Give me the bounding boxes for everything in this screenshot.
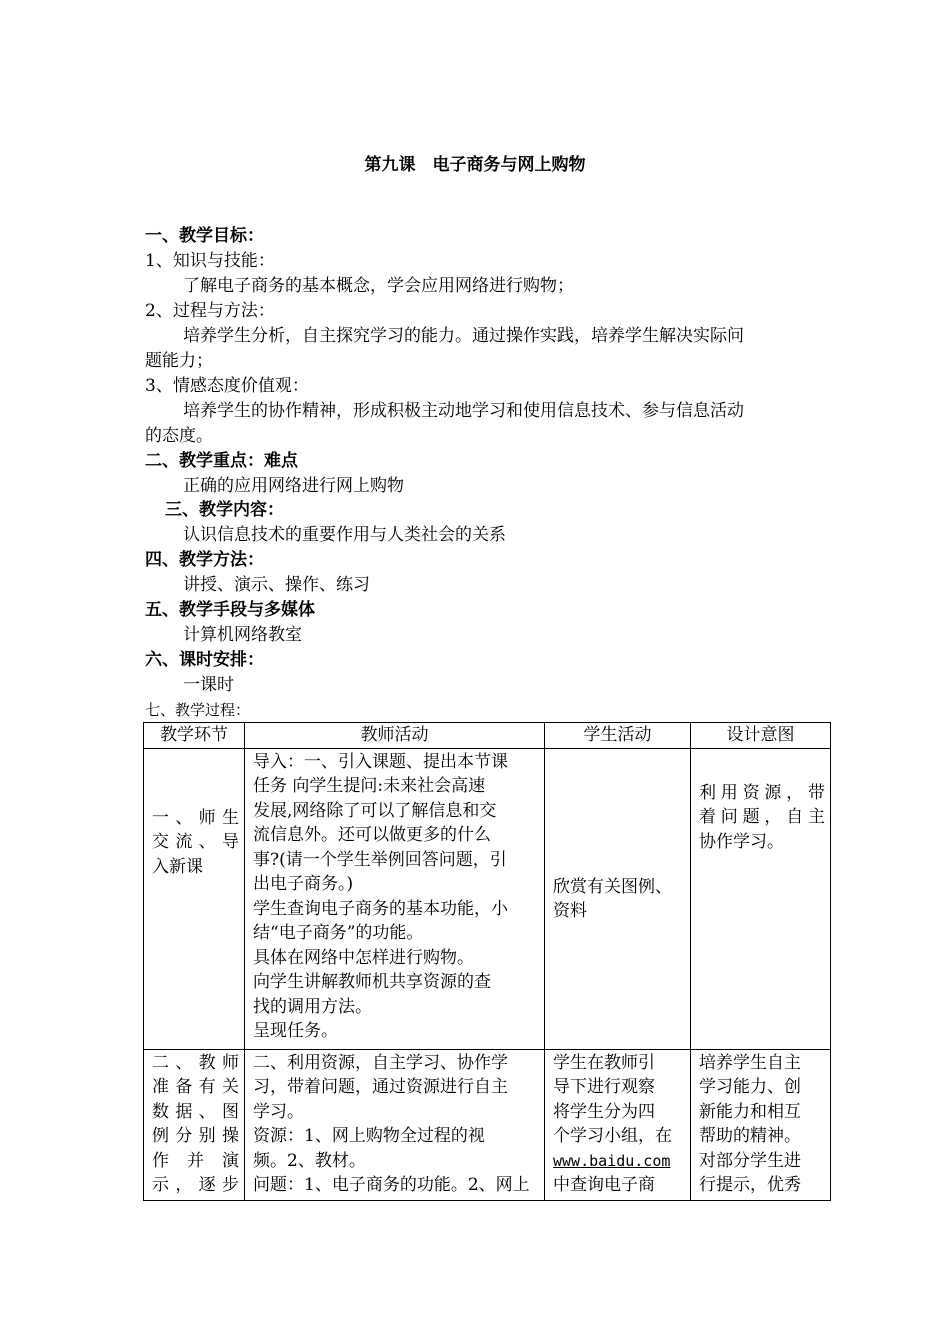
knowledge-skills-label: 1、知识与技能：	[145, 251, 275, 271]
key-points-text: 正确的应用网络进行网上购物	[183, 476, 404, 496]
row1-teacher-line: 任务 向学生提问:未来社会高速	[253, 776, 486, 796]
row2-stage-line: 例分别操	[152, 1126, 239, 1146]
lesson-title: 第九课 电子商务与网上购物	[364, 155, 586, 175]
row1-intent-line: 利用资源，带	[699, 782, 825, 803]
row1-stage-line: 一、师生	[152, 807, 239, 828]
row2-stage-cell	[144, 1049, 245, 1200]
row1-teacher-line: 向学生讲解教师机共享资源的查	[253, 972, 491, 992]
row1-teacher-line: 找的调用方法。	[253, 996, 372, 1017]
row2-intent-line: 新能力和相互	[699, 1101, 801, 1122]
media-text: 计算机网络教室	[183, 625, 302, 645]
row1-teacher-line: 呈现任务。	[253, 1021, 338, 1041]
header-student-activity: 学生活动	[545, 723, 691, 749]
row1-intent-line: 着问题，自主	[699, 807, 825, 827]
process-heading: 七、教学过程：	[145, 701, 251, 719]
row1-student-cell	[545, 748, 691, 1049]
row2-intent-line: 帮助的精神。	[699, 1126, 801, 1146]
row2-intent-line: 培养学生自主	[699, 1052, 801, 1073]
baidu-link[interactable]: www.baidu.com	[553, 1151, 671, 1170]
methods-text: 讲授、演示、操作、练习	[183, 575, 370, 595]
objectives-heading: 一、教学目标：	[145, 226, 264, 246]
row1-intent-line: 协作学习。	[699, 831, 784, 852]
process-method-text-cont: 题能力；	[145, 351, 213, 371]
row2-student-line: 学生在教师引	[553, 1052, 655, 1073]
row2-teacher-line: 二、利用资源，自主学习、协作学	[253, 1052, 508, 1073]
row2-teacher-line: 问题：1、电子商务的功能。2、网上	[253, 1175, 530, 1195]
row2-stage-line: 作 并 演	[152, 1150, 239, 1171]
row1-teacher-line: 出电子商务。)	[253, 874, 354, 894]
row2-student-line: 个学习小组，在	[553, 1126, 672, 1146]
row2-student-cell	[545, 1049, 691, 1200]
row2-teacher-line: 学习。	[253, 1101, 304, 1122]
key-points-heading: 二、教学重点：难点	[145, 451, 298, 471]
knowledge-skills-text: 了解电子商务的基本概念，学会应用网络进行购物；	[183, 276, 574, 296]
row2-stage-line: 二、教师	[152, 1052, 239, 1073]
row1-teacher-line: 导入：一、引入课题、提出本节课	[253, 751, 508, 772]
row1-intent-cell	[691, 748, 831, 1049]
attitude-values-label: 3、情感态度价值观：	[145, 376, 309, 396]
row1-teacher-line: 学生查询电子商务的基本功能，小	[253, 898, 508, 919]
row1-stage-line: 交流、导	[152, 832, 239, 852]
row2-intent-line: 行提示，优秀	[699, 1175, 801, 1195]
row2-teacher-line: 资源：1、网上购物全过程的视	[253, 1126, 485, 1146]
row1-student-line: 资料	[553, 901, 587, 921]
table-row	[144, 748, 831, 1049]
row2-student-line: 中查询电子商	[553, 1175, 655, 1195]
row2-teacher-line: 频。2、教材。	[253, 1150, 366, 1171]
header-design-intent: 设计意图	[691, 723, 831, 749]
methods-heading: 四、教学方法：	[145, 550, 264, 570]
teaching-process-table	[143, 722, 831, 1201]
row1-teacher-line: 发展,网络除了可以了解信息和交	[253, 800, 497, 821]
row1-teacher-line: 结“电子商务”的功能。	[253, 923, 424, 943]
process-method-label: 2、过程与方法：	[145, 301, 275, 321]
table-header-row	[144, 723, 831, 749]
row2-student-line: 导下进行观察	[553, 1077, 655, 1097]
row1-stage-cell	[144, 748, 245, 1049]
row1-student-line: 欣赏有关图例、	[553, 876, 672, 897]
row1-stage-line: 入新课	[152, 856, 203, 877]
process-method-text: 培养学生分析，自主探究学习的能力。通过操作实践，培养学生解决实际问	[183, 326, 744, 346]
row2-intent-line: 对部分学生进	[699, 1150, 801, 1171]
header-teacher-activity: 教师活动	[245, 723, 545, 749]
row2-student-line: 将学生分为四	[553, 1101, 655, 1122]
content-heading: 三、教学内容：	[165, 500, 284, 520]
row2-intent-line: 学习能力、创	[699, 1077, 801, 1097]
media-heading: 五、教学手段与多媒体	[145, 600, 315, 620]
content-text: 认识信息技术的重要作用与人类社会的关系	[183, 525, 506, 545]
schedule-text: 一课时	[183, 675, 234, 695]
row2-stage-line: 示，逐步	[152, 1175, 239, 1195]
row1-teacher-line: 事?(请一个学生举例回答问题，引	[253, 849, 507, 870]
row1-teacher-line: 流信息外。还可以做更多的什么	[253, 825, 491, 845]
row2-intent-cell	[691, 1049, 831, 1200]
attitude-values-text: 培养学生的协作精神，形成积极主动地学习和使用信息技术、参与信息活动	[183, 401, 744, 421]
row1-teacher-line: 具体在网络中怎样进行购物。	[253, 947, 474, 968]
row2-stage-line: 准备有关	[152, 1077, 239, 1097]
header-stage: 教学环节	[144, 723, 245, 749]
row2-teacher-cell	[245, 1049, 545, 1200]
row1-teacher-cell	[245, 748, 545, 1049]
table-row	[144, 1049, 831, 1200]
schedule-heading: 六、课时安排：	[145, 650, 264, 670]
row2-teacher-line: 习，带着问题，通过资源进行自主	[253, 1077, 508, 1097]
attitude-values-text-cont: 的态度。	[145, 426, 213, 446]
row2-stage-line: 数据、图	[152, 1101, 239, 1122]
